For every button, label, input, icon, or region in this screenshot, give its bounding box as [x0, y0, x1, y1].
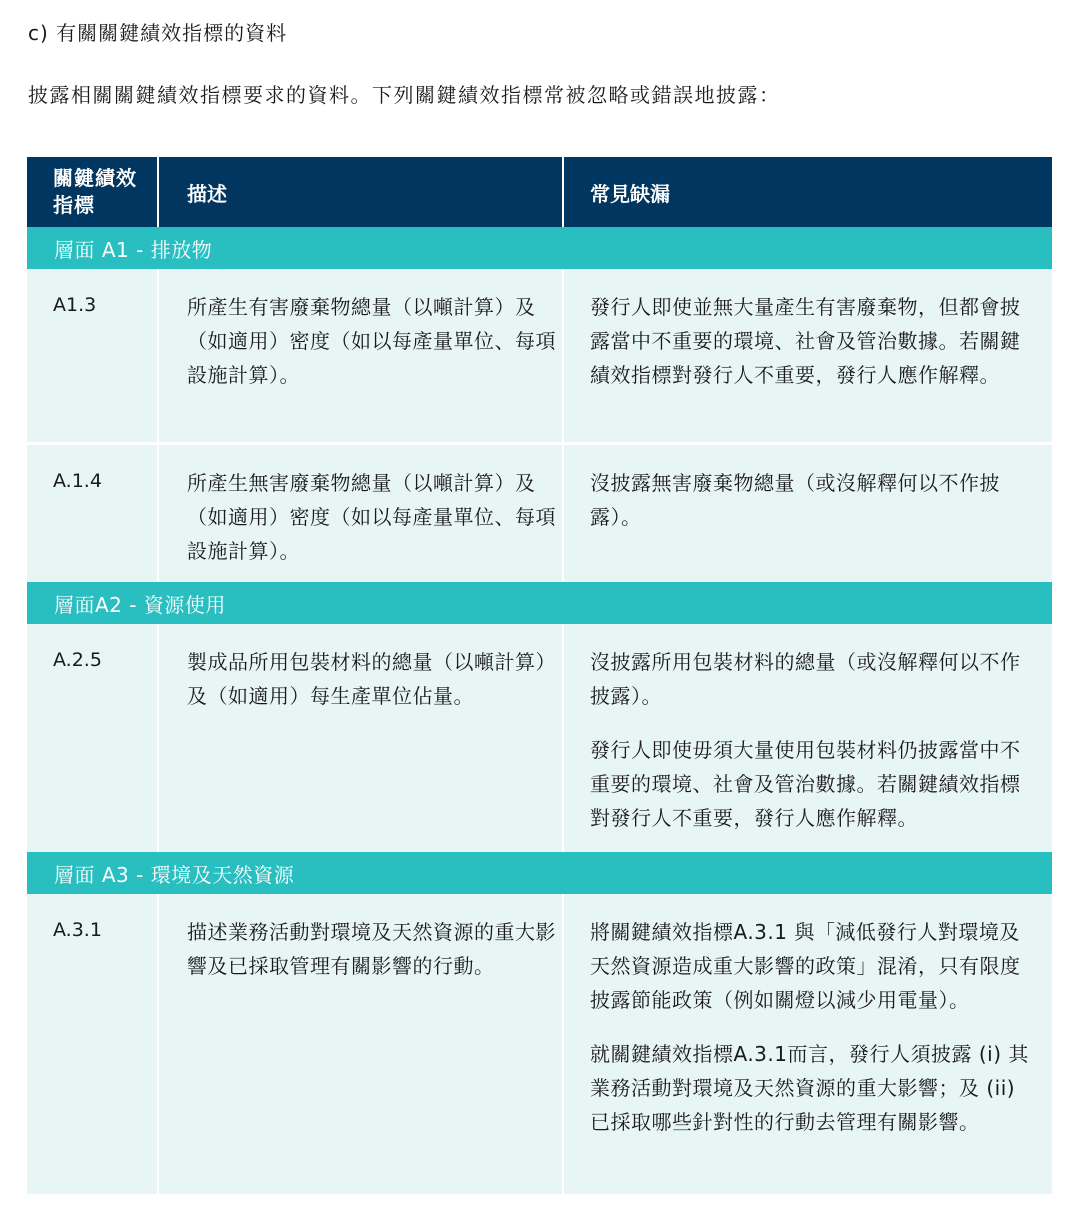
omission-paragraph: 沒披露所用包裝材料的總量（或沒解釋何以不作披露）。: [590, 650, 1021, 708]
section-band-a1: 層面 A1 - 排放物: [27, 227, 1052, 269]
section-band-a2: 層面A2 - 資源使用: [27, 582, 1052, 624]
omission-paragraph: 就關鍵績效指標A.3.1而言，發行人須披露 (i) 其業務活動對環境及天然資源的重大影響；及 (ii) 已採取哪些針對性的行動去管理有關影響。: [590, 1042, 1029, 1134]
header-kpi: [27, 157, 157, 227]
kpi-omissions: [564, 624, 1052, 852]
omission-paragraph: 發行人即使並無大量產生有害廢棄物，但都會披露當中不重要的環境、社會及管治數據。若關鍵績效指標對發行人不重要，發行人應作解釋。: [590, 295, 1021, 387]
omission-paragraph: 沒披露無害廢棄物總量（或沒解釋何以不作披露）。: [590, 471, 1000, 529]
table-row: [27, 624, 1052, 852]
table-row: [27, 269, 1052, 442]
kpi-description: 描述業務活動對環境及天然資源的重大影響及已採取管理有關影響的行動。: [187, 920, 556, 978]
kpi-table: [27, 157, 1052, 1194]
header-description: 描述: [187, 181, 227, 206]
omission-paragraph: 將關鍵績效指標A.3.1 與「減低發行人對環境及天然資源造成重大影響的政策」混淆，只有限度披露節能政策（例如關燈以減少用電量）。: [590, 920, 1021, 1012]
kpi-omissions: [564, 445, 1052, 582]
table-header: [27, 157, 1052, 227]
kpi-description: 製成品所用包裝材料的總量（以噸計算）及（如適用）每生產單位佔量。: [187, 650, 556, 708]
table-row: [27, 894, 1052, 1194]
kpi-description: 所產生有害廢棄物總量（以噸計算）及（如適用）密度（如以每產量單位、每項設施計算）。: [187, 295, 556, 387]
kpi-code: A.2.5: [53, 649, 102, 671]
header-kpi-line1: 關鍵績效: [53, 166, 137, 190]
kpi-description: 所產生無害廢棄物總量（以噸計算）及（如適用）密度（如以每產量單位、每項設施計算）。: [187, 471, 556, 563]
table-row: [27, 445, 1052, 582]
kpi-code: A1.3: [53, 294, 97, 316]
kpi-omissions: [564, 269, 1052, 442]
kpi-code: A.3.1: [53, 919, 102, 941]
kpi-code: A.1.4: [53, 470, 102, 492]
section-band-a3: 層面 A3 - 環境及天然資源: [27, 852, 1052, 894]
kpi-omissions: [564, 894, 1052, 1194]
intro-text: 披露相關關鍵績效指標要求的資料。下列關鍵績效指標常被忽略或錯誤地披露：: [28, 83, 781, 107]
omission-paragraph: 發行人即使毋須大量使用包裝材料仍披露當中不重要的環境、社會及管治數據。若關鍵績效指標對發行人不重要，發行人應作解釋。: [590, 738, 1021, 830]
header-omissions: 常見缺漏: [590, 181, 670, 206]
header-kpi-line2: 指標: [53, 193, 95, 217]
section-heading: c) 有關關鍵績效指標的資料: [28, 21, 288, 45]
